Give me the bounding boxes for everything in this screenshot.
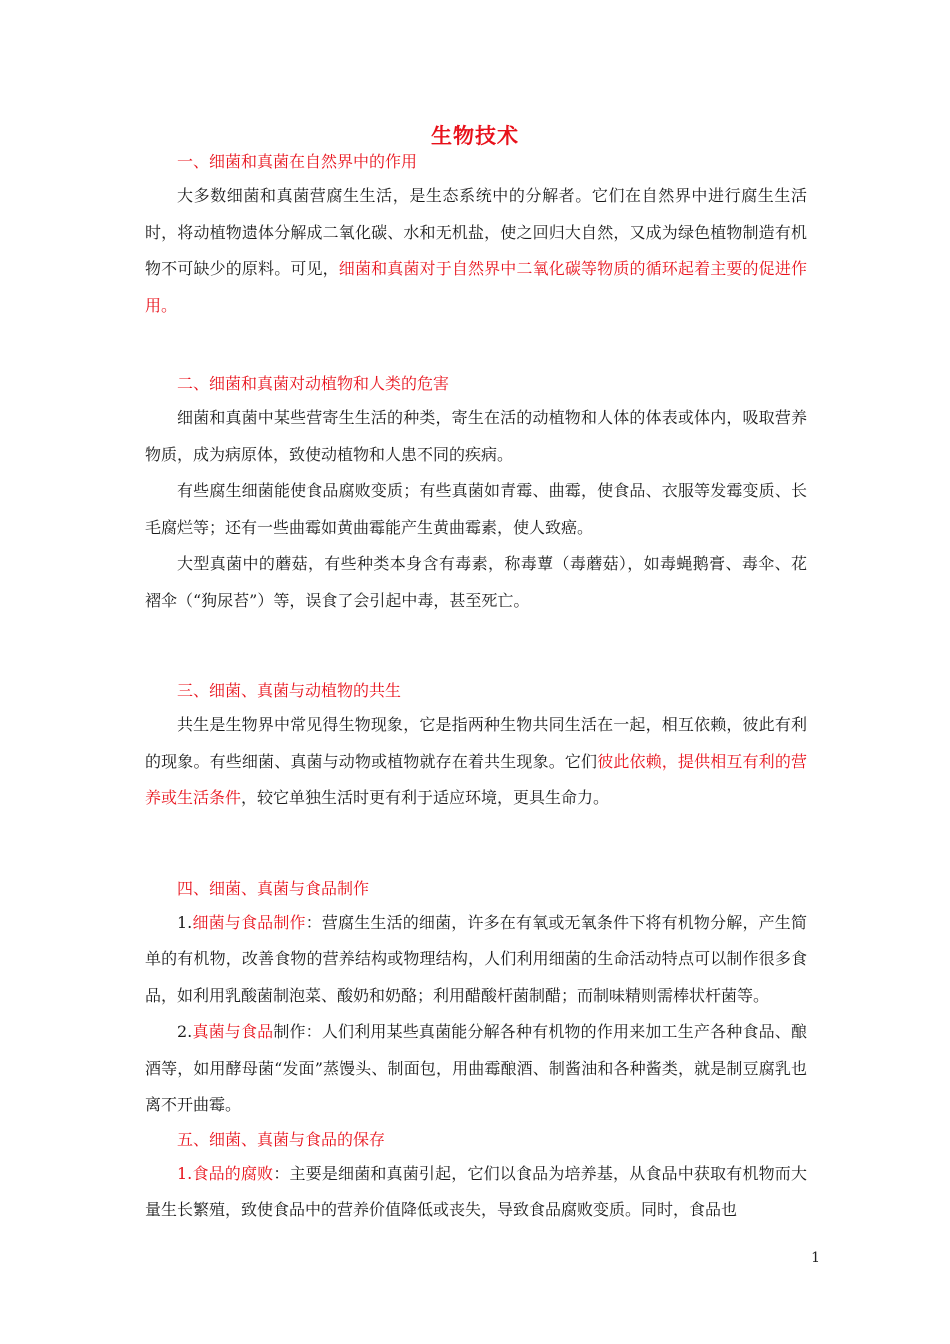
document-body <box>145 146 807 1229</box>
section-5-paragraph-1 <box>145 1156 807 1229</box>
section-3-text-c: ，较它单独生活时更有利于适应环境，更具生命力。 <box>241 788 610 807</box>
section-5-item-1-label: 1.食品的腐败 <box>177 1163 274 1183</box>
section-1-paragraph <box>145 178 807 324</box>
section-4-paragraph-2 <box>145 1014 807 1124</box>
section-5-item-1-text: ：主要是细菌和真菌引起，它们以食品为培养基，从食品中获取有机物而大量生长繁殖，致使食品中的营养价值降低或丧失，导致食品腐败变质。同时，食品也 <box>145 1163 807 1219</box>
section-3-paragraph <box>145 707 807 817</box>
section-4-heading: 四、细菌、真菌与食品制作 <box>177 878 370 898</box>
section-1-text: 大多数细菌和真菌营腐生生活，是生态系统中的分解者。它们在自然界中进行腐生生活时，将动植物遗体分解成二氧化碳、水和无机盐，使之回归大自然，又成为绿色植物制造有机物不可缺少的原料。可见， <box>145 186 807 278</box>
page-number: 1 <box>811 1250 820 1266</box>
section-4-item-1-label: 细菌与食品制作 <box>192 912 306 932</box>
section-2-paragraph-3: 大型真菌中的蘑菇，有些种类本身含有毒素，称毒蕈（毒蘑菇），如毒蝇鹅膏、毒伞、花褶伞（“狗尿苔”）等，误食了会引起中毒，甚至死亡。 <box>145 554 807 610</box>
page-title: 生物技术 <box>431 123 519 148</box>
section-1-heading: 一、细菌和真菌在自然界中的作用 <box>177 152 418 171</box>
section-2-paragraph-2: 有些腐生细菌能使食品腐败变质；有些真菌如青霉、曲霉，使食品、衣服等发霉变质、长毛腐烂等；还有一些曲霉如黄曲霉能产生黄曲霉素，使人致癌。 <box>145 481 807 537</box>
section-4-paragraph-1 <box>145 905 807 1015</box>
section-2-heading: 二、细菌和真菌对动植物和人类的危害 <box>177 374 450 393</box>
section-4-item-2-label: 真菌与食品 <box>192 1022 274 1041</box>
section-5-heading: 五、细菌、真菌与食品的保存 <box>177 1129 386 1149</box>
section-4-item-2-number: 2. <box>177 1022 193 1041</box>
section-1-highlight: 细菌和真菌对于自然界中二氧化碳等物质的循环起着主要的促进作用。 <box>145 259 807 315</box>
section-3-heading: 三、细菌、真菌与动植物的共生 <box>177 681 402 700</box>
section-3-text-a: 共生是生物界中常见得生物现象，它是指两种生物共同生活在一起，相互依赖，彼此有利的现象。有些细菌、真菌与动物或植物就存在着共生现象。它们 <box>145 715 807 771</box>
section-3-highlight: 彼此依赖，提供相互有利的营养或生活条件 <box>145 751 807 807</box>
section-4-item-1-number: 1. <box>177 912 193 932</box>
section-4-item-2-text: 制作：人们利用某些真菌能分解各种有机物的作用来加工生产各种食品、酿酒等，如用酵母菌“发面”蒸馒头、制面包，用曲霉酿酒、制酱油和各种酱类，就是制豆腐乳也离不开曲霉。 <box>145 1022 807 1114</box>
section-2-paragraph-1: 细菌和真菌中某些营寄生生活的种类，寄生在活的动植物和人体的体表或体内，吸取营养物质，成为病原体，致使动植物和人患不同的疾病。 <box>145 408 807 464</box>
section-4-item-1-text: ：营腐生生活的细菌，许多在有氧或无氧条件下将有机物分解，产生简单的有机物，改善食物的营养结构或物理结构，人们利用细菌的生命活动特点可以制作很多食品，如利用乳酸菌制泡菜、酸奶和奶酪；利用醋酸杆菌制醋；而制味精则需棒状杆菌等。 <box>145 912 807 1005</box>
